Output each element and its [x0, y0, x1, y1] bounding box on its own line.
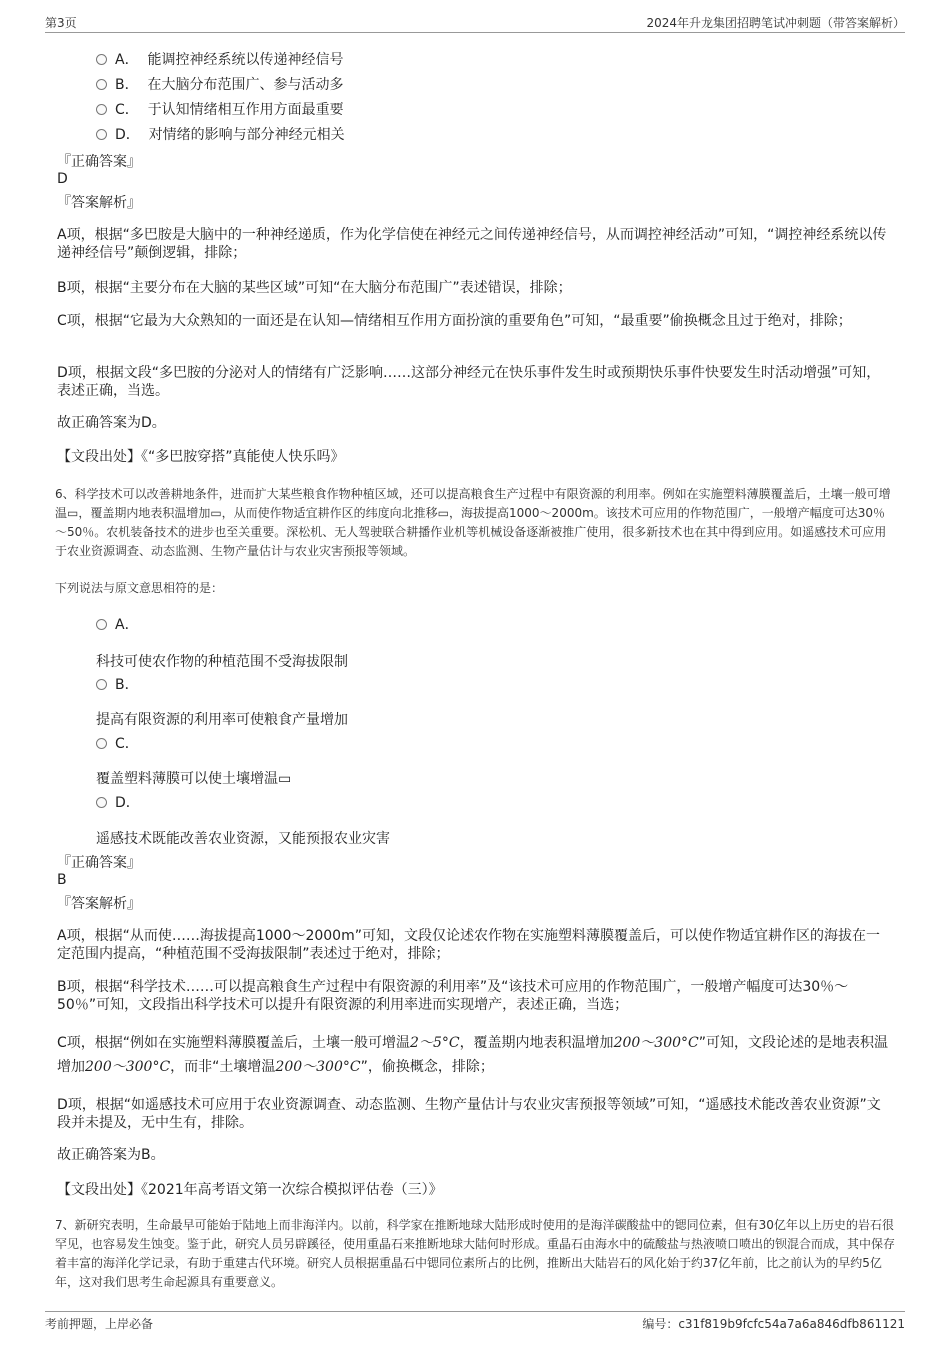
q5-answer-title: 『正确答案』 [57, 154, 141, 170]
radio-icon[interactable] [96, 738, 107, 749]
q5-option-d[interactable]: D． 对情绪的影响与部分神经元相关 [96, 124, 345, 144]
q6-option-a[interactable]: A． [96, 614, 139, 634]
q6-option-d[interactable]: D． [96, 792, 140, 812]
q5-option-b[interactable]: B． 在大脑分布范围广、参与活动多 [96, 74, 344, 94]
radio-icon[interactable] [96, 797, 107, 808]
q6-option-d-text: 遥感技术既能改善农业资源，又能预报农业灾害 [96, 831, 390, 847]
q6-option-c-text: 覆盖塑料薄膜可以使土壤增温▭ [96, 771, 292, 787]
document-title: 2024年升龙集团招聘笔试冲刺题（带答案解析） [646, 16, 905, 30]
radio-icon[interactable] [96, 79, 107, 90]
q6-answer: B [57, 872, 67, 888]
radio-icon[interactable] [96, 54, 107, 65]
q5-analysis-title: 『答案解析』 [57, 195, 141, 211]
math-expression: 2～5°C [410, 1035, 460, 1051]
footer-slogan: 考前押题，上岸必备 [45, 1317, 154, 1331]
q6-conclusion: 故正确答案为B。 [57, 1147, 165, 1163]
q6-analysis-title: 『答案解析』 [57, 896, 141, 912]
q6-option-b-text: 提高有限资源的利用率可使粮食产量增加 [96, 712, 348, 728]
q6-option-b[interactable]: B． [96, 674, 139, 694]
page-header [45, 12, 905, 33]
q5-option-a[interactable]: A． 能调控神经系统以传递神经信号 [96, 49, 343, 69]
q5-analysis-c: C项，根据“它最为大众熟知的一面还是在认知—情绪相互作用方面扮演的重要角色”可知，“最重要”偷换概念且过于绝对，排除； [57, 313, 852, 329]
q6-option-c[interactable]: C． [96, 733, 139, 753]
q6-prompt: 下列说法与原文意思相符的是： [55, 581, 224, 595]
radio-icon[interactable] [96, 619, 107, 630]
q6-option-a-text: 科技可使农作物的种植范围不受海拔限制 [96, 654, 348, 670]
q6-analysis-c: C项，根据“例如在实施塑料薄膜覆盖后，土壤一般可增温2～5°C，覆盖期内地表积温增加200～300°C”可知，文段论述的是地表积温增加200～300°C，而非“土壤增温200～300°C”，偷换概念，排除； [57, 1035, 888, 1075]
q6-analysis-b: B项，根据“科学技术……可以提高粮食生产过程中有限资源的利用率”及“该技术可应用的作物范围广，一般增产幅度可达30％～50％”可知，文段指出科学技术可以提升有限资源的利用率进而实现增产，表述正确，当选； [57, 979, 849, 1013]
radio-icon[interactable] [96, 129, 107, 140]
q7-stem: 7、新研究表明，生命最早可能始于陆地上而非海洋内。以前，科学家在推断地球大陆形成时使用的是海洋碳酸盐中的锶同位素，但有30亿年以上历史的岩石很罕见，也容易发生蚀变。鉴于此，研究人员另辟蹊径，使用重晶石来推断地球大陆何时形成。重晶石由海水中的硫酸盐与热液喷口喷出的钡混合而成，其中保存着丰富的海洋化学记录，有助于重建古代环境。研究人员根据重晶石中锶同位素所占的比例，推断出大陆岩石的风化始于约37亿年前，比之前认为的早约5亿年，这对我们思考生命起源具有重要意义。 [55, 1218, 896, 1289]
q5-answer: D [57, 171, 68, 187]
math-expression: 200～300°C [275, 1059, 361, 1075]
radio-icon[interactable] [96, 679, 107, 690]
page-number: 第3页 [45, 16, 77, 30]
document-id: 编号：c31f819b9fcfc54a7a6a846dfb861121 [642, 1317, 905, 1331]
q6-answer-title: 『正确答案』 [57, 855, 141, 871]
q6-source: 【文段出处】《2021年高考语文第一次综合模拟评估卷（三）》 [57, 1182, 443, 1198]
math-expression: 200～300°C [613, 1035, 699, 1051]
q5-analysis-d: D项，根据文段“多巴胺的分泌对人的情绪有广泛影响……这部分神经元在快乐事件发生时或预期快乐事件快要发生时活动增强”可知，表述正确，当选。 [57, 365, 881, 399]
page-footer [45, 1311, 905, 1334]
q5-analysis-b: B项，根据“主要分布在大脑的某些区域”可知“在大脑分布范围广”表述错误，排除； [57, 280, 572, 296]
q5-analysis-a: A项，根据“多巴胺是大脑中的一种神经递质，作为化学信使在神经元之间传递神经信号，从而调控神经活动”可知，“调控神经系统以传递神经信号”颠倒逻辑，排除； [57, 227, 887, 261]
q5-source: 【文段出处】《“多巴胺穿搭”真能使人快乐吗》 [57, 449, 345, 465]
q5-conclusion: 故正确答案为D。 [57, 415, 166, 431]
math-expression: 200～300°C [85, 1059, 171, 1075]
radio-icon[interactable] [96, 104, 107, 115]
q6-stem: 6、科学技术可以改善耕地条件，进而扩大某些粮食作物种植区域，还可以提高粮食生产过程中有限资源的利用率。例如在实施塑料薄膜覆盖后，土壤一般可增温▭，覆盖期内地表积温增加▭，从而使作物适宜耕作区的纬度向北推移▭，海拔提高1000～2000m。该技术可应用的作物范围广，一般增产幅度可达30％～50％。农机装备技术的进步也至关重要。深松机、无人驾驶联合耕播作业机等机械设备逐渐被推广使用，很多新技术也在其中得到应用。如遥感技术可应用于农业资源调查、动态监测、生物产量估计与农业灾害预报等领域。 [55, 487, 891, 558]
q5-option-c[interactable]: C． 于认知情绪相互作用方面最重要 [96, 99, 344, 119]
q6-analysis-d: D项，根据“如遥感技术可应用于农业资源调查、动态监测、生物产量估计与农业灾害预报等领域”可知，“遥感技术能改善农业资源”文段并未提及，无中生有，排除。 [57, 1097, 881, 1131]
q6-analysis-a: A项，根据“从而使……海拔提高1000～2000m”可知，文段仅论述农作物在实施塑料薄膜覆盖后，可以使作物适宜耕作区的海拔在一定范围内提高，“种植范围不受海拔限制”表述过于绝对，排除； [57, 928, 880, 962]
